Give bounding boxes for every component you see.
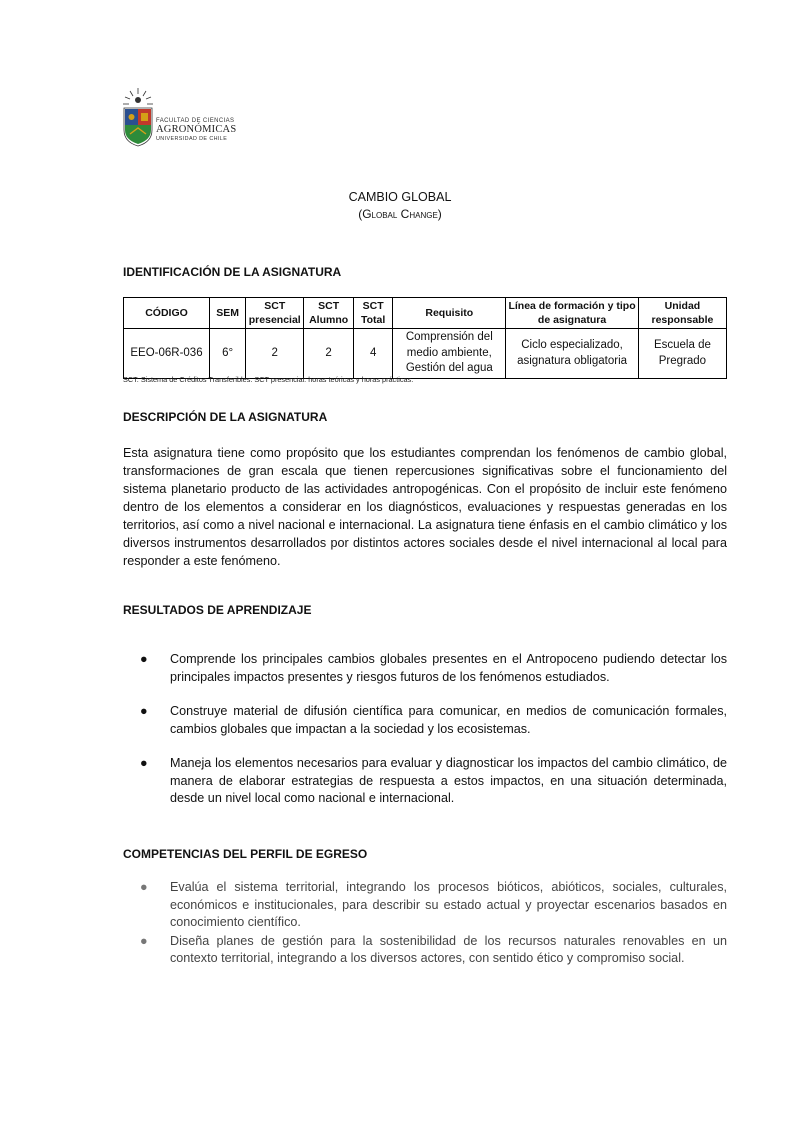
table-cell: 2	[246, 329, 304, 379]
bullet-icon: ●	[140, 652, 148, 666]
list-item	[140, 703, 727, 738]
table-header-cell: Línea de formación y tipo de asignatura	[506, 298, 639, 329]
logo-text	[156, 118, 236, 142]
list-item-text: Comprende los principales cambios globales presentes en el Antropoceno pudiendo detectar los principales impactos presentes y riesgos futuros de los fenómenos estudiados.	[170, 652, 727, 684]
section-heading-competencies: COMPETENCIAS DEL PERFIL DE EGRESO	[123, 847, 368, 861]
table-cell: 2	[304, 329, 354, 379]
list-item	[140, 933, 727, 968]
table-footnote: SCT: Sistema de Créditos Transferibles. SCT presencial: horas teóricas y horas prácticas.	[123, 375, 414, 384]
list-item-text: Evalúa el sistema territorial, integrando los procesos bióticos, abióticos, sociales, culturales, económicos e institucionales, para describir su estado actual y proyectar escenarios basados en conocimiento científico.	[170, 880, 727, 929]
faculty-logo	[120, 84, 240, 150]
table-header-row	[124, 298, 727, 329]
logo-university-name: UNIVERSIDAD DE CHILE	[156, 135, 228, 142]
course-identification-table	[123, 297, 727, 379]
section-heading-learning-outcomes: RESULTADOS DE APRENDIZAJE	[123, 603, 312, 617]
list-item-text: Construye material de difusión científica para comunicar, en medios de comunicación formales, cambios globales que impactan a la sociedad y los ecosistemas.	[170, 704, 727, 736]
logo-faculty-label: FACULTAD DE CIENCIAS	[156, 118, 235, 124]
table-header-cell: SCT presencial	[246, 298, 304, 329]
logo-faculty-name: AGRONÓMICAS	[156, 124, 237, 135]
page-subtitle: (Global Change)	[358, 207, 442, 221]
bullet-icon: ●	[140, 704, 148, 718]
bullet-icon: ●	[140, 933, 148, 948]
table-cell: Comprensión del medio ambiente, Gestión del agua	[393, 329, 506, 379]
table-cell: 4	[353, 329, 392, 379]
bullet-icon: ●	[140, 880, 148, 894]
table-cell: Ciclo especializado, asignatura obligatoria	[506, 329, 639, 379]
table-row	[124, 329, 727, 379]
learning-outcomes-list	[140, 651, 727, 825]
competencies-list	[140, 879, 727, 969]
table-header-cell: SCT Total	[353, 298, 392, 329]
list-item-text: Maneja los elementos necesarios para evaluar y diagnosticar los impactos del cambio climático, de manera de elaborar estrategias de respuesta a estos impactos, en una situación determinada, desde un nivel local como nacional e internacional.	[170, 756, 727, 805]
page-title: CAMBIO GLOBAL	[348, 190, 452, 204]
university-crest-icon	[120, 84, 156, 150]
table-header-cell: SEM	[209, 298, 245, 329]
course-description: Esta asignatura tiene como propósito que los estudiantes comprendan los fenómenos de cambio global, transformaciones de gran escala que tienen repercusiones significativas sobre el funcionamiento del sistema planetario producto de las actividades antropogénicas. Con el propósito de incluir este fenómeno dentro de los elementos a considerar en los diagnósticos, evaluaciones y respuestas generadas en los territorios, así como a nivel nacional e internacional. La asignatura tiene énfasis en el cambio climático y los diversos instrumentos desarrollados por distintos actores sociales desde el nivel internacional al local para responder a este fenómeno.	[123, 446, 727, 568]
table-header-cell: CÓDIGO	[124, 298, 210, 329]
list-item	[140, 651, 727, 686]
bullet-icon: ●	[140, 756, 148, 770]
table-header-cell: Requisito	[393, 298, 506, 329]
list-item-text: Diseña planes de gestión para la sostenibilidad de los recursos naturales renovables en un contexto territorial, integrando a los diversos actores, con sentido ético y compromiso social.	[170, 933, 727, 965]
table-cell: 6°	[209, 329, 245, 379]
table-cell: Escuela de Pregrado	[638, 329, 726, 379]
table-cell: EEO-06R-036	[124, 329, 210, 379]
table-header-cell: SCT Alumno	[304, 298, 354, 329]
section-heading-identification: IDENTIFICACIÓN DE LA ASIGNATURA	[123, 265, 342, 279]
section-heading-description: DESCRIPCIÓN DE LA ASIGNATURA	[123, 410, 328, 424]
list-item	[140, 879, 727, 932]
table-header-cell: Unidad responsable	[638, 298, 726, 329]
list-item	[140, 755, 727, 808]
